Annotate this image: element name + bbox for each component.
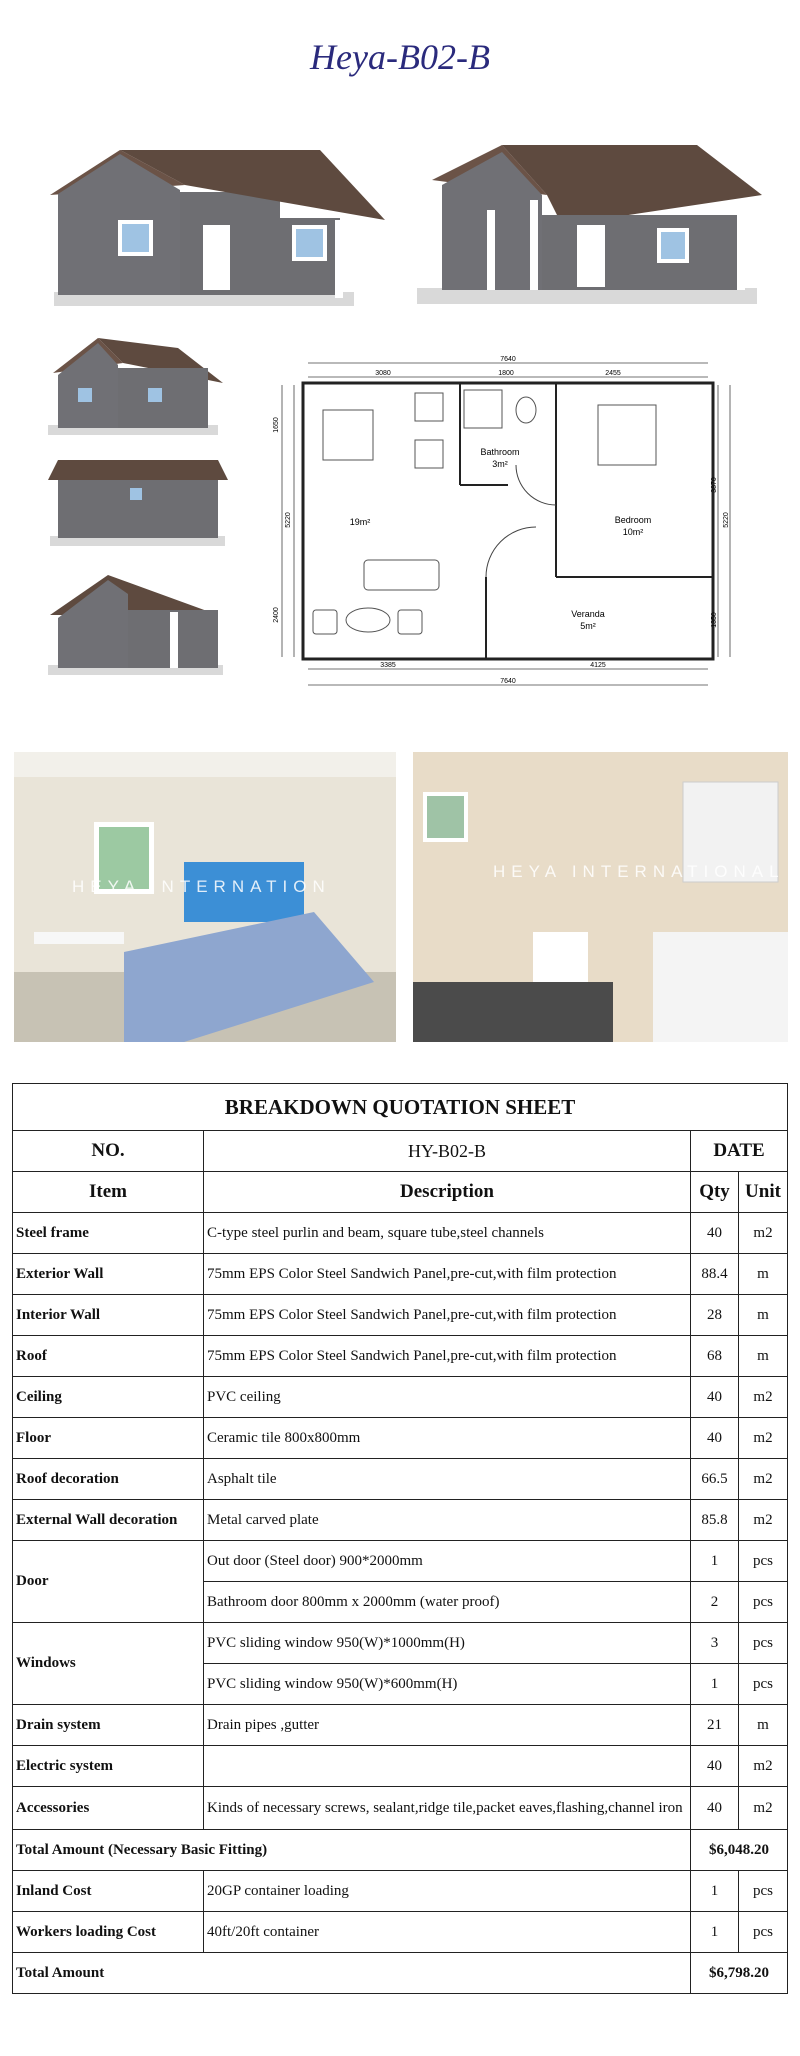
row-description: 75mm EPS Color Steel Sandwich Panel,pre-cut,with film protection bbox=[204, 1336, 691, 1377]
room-bedroom-name: Bedroom bbox=[614, 515, 652, 525]
room-bathroom-area: 3m² bbox=[492, 459, 508, 469]
row-description: Out door (Steel door) 900*2000mm bbox=[204, 1541, 691, 1582]
dim-right-3: 1350 bbox=[711, 612, 718, 628]
row-description bbox=[204, 1746, 691, 1787]
row-description: Ceramic tile 800x800mm bbox=[204, 1418, 691, 1459]
row-qty: 40 bbox=[691, 1746, 739, 1787]
row-description: Asphalt tile bbox=[204, 1459, 691, 1500]
row-qty: 1 bbox=[691, 1871, 739, 1912]
row-unit: m2 bbox=[739, 1500, 788, 1541]
table-heading-row bbox=[13, 1084, 788, 1131]
row-unit: m2 bbox=[739, 1746, 788, 1787]
row-item: Roof bbox=[13, 1336, 204, 1377]
dim-right-2: 5220 bbox=[723, 512, 730, 528]
row-item: Accessories bbox=[13, 1787, 204, 1830]
row-description: Drain pipes ,gutter bbox=[204, 1705, 691, 1746]
dim-bottom-2: 4125 bbox=[590, 662, 606, 669]
row-unit: pcs bbox=[739, 1623, 788, 1664]
row-item-windows: Windows bbox=[13, 1623, 204, 1705]
row-unit: pcs bbox=[739, 1871, 788, 1912]
row-item: Electric system bbox=[13, 1746, 204, 1787]
col-qty: Qty bbox=[691, 1172, 739, 1213]
row-unit: m bbox=[739, 1705, 788, 1746]
row-qty: 40 bbox=[691, 1418, 739, 1459]
total-value: $6,798.20 bbox=[691, 1953, 788, 1994]
row-qty: 1 bbox=[691, 1912, 739, 1953]
house-render-side-3 bbox=[48, 570, 228, 680]
quotation-table bbox=[12, 1083, 788, 1994]
total-basic-value: $6,048.20 bbox=[691, 1830, 788, 1871]
dim-left-3: 2400 bbox=[273, 607, 280, 623]
row-qty: 68 bbox=[691, 1336, 739, 1377]
table-row bbox=[13, 1787, 788, 1830]
table-row bbox=[13, 1418, 788, 1459]
row-qty: 40 bbox=[691, 1213, 739, 1254]
row-description: 20GP container loading bbox=[204, 1871, 691, 1912]
photo-watermark-2: HEYA INTERNATIONAL bbox=[493, 862, 785, 881]
room-bedroom-area: 10m² bbox=[622, 527, 644, 537]
row-description: PVC sliding window 950(W)*600mm(H) bbox=[204, 1664, 691, 1705]
row-item: Interior Wall bbox=[13, 1295, 204, 1336]
photo-watermark-1: HEYA INTERNATION bbox=[72, 877, 331, 896]
floor-plan bbox=[268, 355, 733, 695]
row-item: Inland Cost bbox=[13, 1871, 204, 1912]
dim-right-1: 3870 bbox=[711, 477, 718, 493]
date-label: DATE bbox=[691, 1131, 788, 1172]
table-row bbox=[13, 1459, 788, 1500]
row-description: C-type steel purlin and beam, square tube,steel channels bbox=[204, 1213, 691, 1254]
bathroom-photo bbox=[413, 752, 788, 1042]
row-item: Roof decoration bbox=[13, 1459, 204, 1500]
dim-top-1: 3080 bbox=[375, 370, 391, 377]
row-description: Metal carved plate bbox=[204, 1500, 691, 1541]
row-unit: pcs bbox=[739, 1541, 788, 1582]
total-row bbox=[13, 1953, 788, 1994]
row-item: Drain system bbox=[13, 1705, 204, 1746]
table-row bbox=[13, 1254, 788, 1295]
row-unit: m bbox=[739, 1336, 788, 1377]
row-description: 75mm EPS Color Steel Sandwich Panel,pre-cut,with film protection bbox=[204, 1295, 691, 1336]
dim-left-1: 1650 bbox=[273, 417, 280, 433]
dim-top-total: 7640 bbox=[500, 356, 516, 363]
row-qty: 85.8 bbox=[691, 1500, 739, 1541]
row-qty: 2 bbox=[691, 1582, 739, 1623]
dim-left-2: 5220 bbox=[285, 512, 292, 528]
table-row bbox=[13, 1871, 788, 1912]
total-basic-row bbox=[13, 1830, 788, 1871]
row-unit: pcs bbox=[739, 1664, 788, 1705]
row-unit: m2 bbox=[739, 1787, 788, 1830]
table-row bbox=[13, 1705, 788, 1746]
room-veranda-area: 5m² bbox=[580, 621, 596, 631]
house-render-side-1 bbox=[48, 333, 228, 443]
row-qty: 88.4 bbox=[691, 1254, 739, 1295]
dim-top-3: 2455 bbox=[605, 370, 621, 377]
table-no-row bbox=[13, 1131, 788, 1172]
no-label: NO. bbox=[13, 1131, 204, 1172]
page-title: Heya-B02-B bbox=[310, 37, 490, 77]
row-qty: 28 bbox=[691, 1295, 739, 1336]
row-unit: pcs bbox=[739, 1912, 788, 1953]
row-unit: m bbox=[739, 1254, 788, 1295]
row-item: Workers loading Cost bbox=[13, 1912, 204, 1953]
row-qty: 3 bbox=[691, 1623, 739, 1664]
table-column-header-row bbox=[13, 1172, 788, 1213]
room-bathroom-name: Bathroom bbox=[480, 447, 520, 457]
dim-bottom-1: 3385 bbox=[380, 662, 396, 669]
col-item: Item bbox=[13, 1172, 204, 1213]
row-description: PVC sliding window 950(W)*1000mm(H) bbox=[204, 1623, 691, 1664]
row-qty: 1 bbox=[691, 1664, 739, 1705]
table-row bbox=[13, 1623, 788, 1664]
col-description: Description bbox=[204, 1172, 691, 1213]
table-row bbox=[13, 1500, 788, 1541]
dim-bottom-total: 7640 bbox=[500, 678, 516, 685]
row-description: Bathroom door 800mm x 2000mm (water proof) bbox=[204, 1582, 691, 1623]
house-render-angle bbox=[412, 140, 772, 315]
row-item: Floor bbox=[13, 1418, 204, 1459]
total-label: Total Amount bbox=[13, 1953, 691, 1994]
no-value: HY-B02-B bbox=[204, 1131, 691, 1172]
row-item: Steel frame bbox=[13, 1213, 204, 1254]
table-row bbox=[13, 1377, 788, 1418]
row-item: Ceiling bbox=[13, 1377, 204, 1418]
col-unit: Unit bbox=[739, 1172, 788, 1213]
row-description: PVC ceiling bbox=[204, 1377, 691, 1418]
table-row bbox=[13, 1541, 788, 1582]
total-basic-label: Total Amount (Necessary Basic Fitting) bbox=[13, 1830, 691, 1871]
row-qty: 1 bbox=[691, 1541, 739, 1582]
table-row bbox=[13, 1213, 788, 1254]
room-veranda-name: Veranda bbox=[571, 609, 605, 619]
house-render-side-2 bbox=[48, 460, 228, 550]
row-description: 75mm EPS Color Steel Sandwich Panel,pre-cut,with film protection bbox=[204, 1254, 691, 1295]
dim-top-2: 1800 bbox=[498, 370, 514, 377]
row-unit: m2 bbox=[739, 1377, 788, 1418]
table-row bbox=[13, 1912, 788, 1953]
row-item-door: Door bbox=[13, 1541, 204, 1623]
row-description: Kinds of necessary screws, sealant,ridge tile,packet eaves,flashing,channel iron bbox=[204, 1787, 691, 1830]
table-row bbox=[13, 1295, 788, 1336]
room-living-area: 19m² bbox=[349, 517, 371, 527]
bedroom-photo bbox=[14, 752, 396, 1042]
row-unit: m bbox=[739, 1295, 788, 1336]
row-qty: 21 bbox=[691, 1705, 739, 1746]
row-item: Exterior Wall bbox=[13, 1254, 204, 1295]
table-row bbox=[13, 1746, 788, 1787]
row-description: 40ft/20ft container bbox=[204, 1912, 691, 1953]
row-unit: pcs bbox=[739, 1582, 788, 1623]
row-unit: m2 bbox=[739, 1213, 788, 1254]
row-qty: 66.5 bbox=[691, 1459, 739, 1500]
quotation-heading: BREAKDOWN QUOTATION SHEET bbox=[13, 1084, 788, 1131]
table-row bbox=[13, 1336, 788, 1377]
row-unit: m2 bbox=[739, 1459, 788, 1500]
house-render-front bbox=[40, 140, 385, 315]
row-qty: 40 bbox=[691, 1787, 739, 1830]
row-item: External Wall decoration bbox=[13, 1500, 204, 1541]
row-unit: m2 bbox=[739, 1418, 788, 1459]
row-qty: 40 bbox=[691, 1377, 739, 1418]
